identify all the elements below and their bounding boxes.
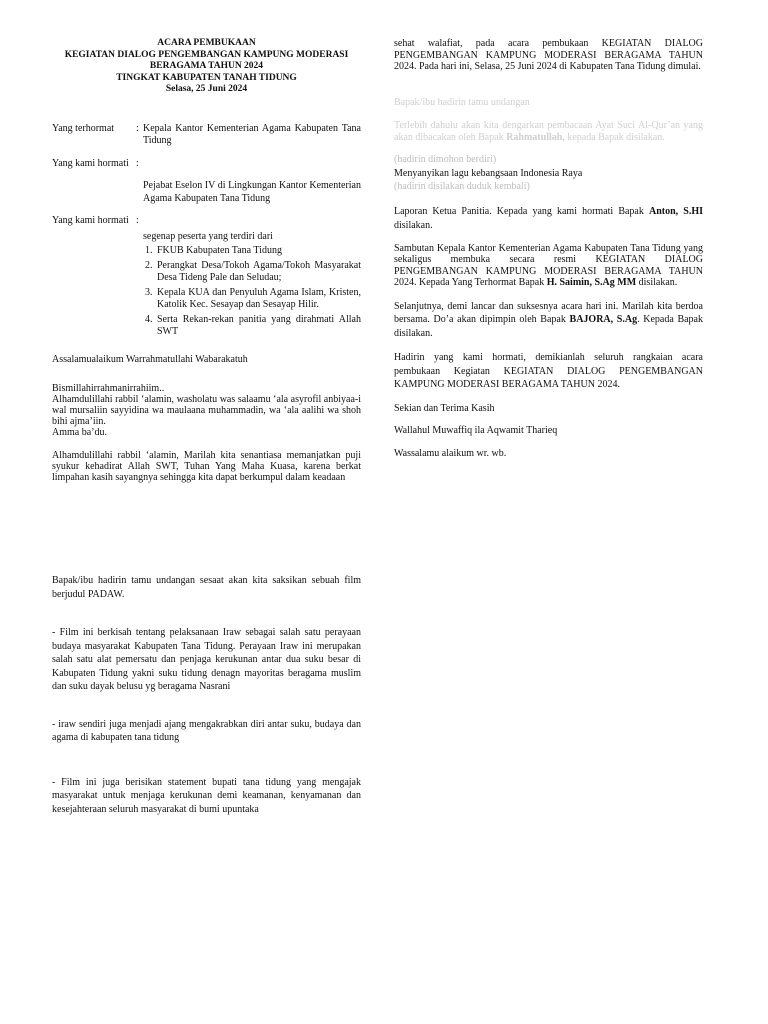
salutation-row: Yang kami hormati : [52,157,139,169]
header-date: Selasa, 25 Juni 2024 [165,84,248,94]
film-description-2: - iraw sendiri juga menjadi ajang mengakrabkan diri antar suku, budaya dan agama di kabupaten tana tidung [52,718,361,743]
list-item: 4. Serta Rekan-rekan panitia yang dirahmati Allah SWT [155,314,361,339]
thanks-line: Sekian dan Terima Kasih [394,402,495,414]
amma-badu: Amma ba’du. [52,427,107,438]
film-description-1: - Film ini berkisah tentang pelaksanaan Iraw sebagai salah satu perayaan budaya masyarakat Kabupaten Tana Tidung. Perayaan Iraw ini merupakan salah satu alat pemersatu dan penjaga kerukunan antar dua suku besar di Kabupaten Tidung yakni suku tidung denagn mayoritas beragama muslim dan suku dayak belusu yg beragama Nasrani [52,627,361,692]
film-description-3: - Film ini juga berisikan statement bupati tana tidung yang mengajak masyarakat untuk menjaga kerukunan demi keamanan, kenyamanan dan kesejahteraan seluruh masyarakat di bumi upuntaka [52,776,361,815]
salutation-label: Yang kami hormati [52,215,129,226]
participants-intro: segenap peserta yang terdiri dari [143,230,273,242]
closing-salam: Wassalamu alaikum wr. wb. [394,447,507,459]
film-intro: Bapak/ibu hadirin tamu undangan sesaat akan kita saksikan sebuah film berjudul PADAW. [52,575,361,600]
salutation-value: Pejabat Eselon IV di Lingkungan Kantor Kementerian Agama Kabupaten Tana Tidung [143,180,361,204]
closing-paragraph: Hadirin yang kami hormati, demikianlah seluruh rangkaian acara pembukaan Kegiatan KEGIATAN DIALOG PENGEMBANGAN KAMPUNG MODERASI BERAGAMA TAHUN 2024. [394,352,703,390]
list-item: 1. FKUB Kabupaten Tana Tidung [155,245,361,258]
chairman-name: Anton, S.HI [648,205,704,217]
header-year: BERAGAMA TAHUN 2024 [149,61,264,71]
quran-reader-name: Rahmatullah, [506,131,565,143]
salutation-row: Yang terhormat : Kepala Kantor Kementerian Agama Kabupaten Tana Tidung [52,122,361,146]
head-office-name: H. Saimin, S.Ag MM [546,277,637,288]
bismillah: Bismillahirrahmanirrahiim.. [52,383,165,394]
opening-speech: Sambutan Kepala Kantor Kementerian Agama Kabupaten Tana Tidung yang sekaligus membuka secara resmi KEGIATAN DIALOG PENGEMBANGAN KAMPUNG MODERASI BERAGAMA TAHUN 2024. Kepada Yang Terhormat Bapak H. Saimin, S.Ag MM disilakan. [394,242,703,288]
right-column [394,38,703,460]
salutation-value: Kepala Kantor Kementerian Agama Kabupaten Tana Tidung [143,122,361,146]
sit-note: (hadirin disilakan duduk kembali) [394,181,530,192]
left-column [52,38,361,816]
faint-greeting: Bapak/ibu hadirin tamu undangan [394,96,530,108]
header-title: ACARA PEMBUKAAN [157,38,256,48]
header-event: KEGIATAN DIALOG PENGEMBANGAN KAMPUNG MODERASI [64,49,349,60]
stand-note: (hadirin dimohon berdiri) [394,154,497,165]
prayer-leader-name: BAJORA, S.Ag [569,314,638,325]
salutation-row: Yang kami hormati : [52,215,139,226]
participants-list [143,245,361,339]
header-level: TINGKAT KABUPATEN TANAH TIDUNG [116,72,297,83]
committee-report: Laporan Ketua Panitia. Kepada yang kami hormati Bapak Anton, S.HI disilakan. [394,205,704,231]
participants-block [143,231,361,339]
prayer-paragraph: Selanjutnya, demi lancar dan suksesnya acara hari ini. Marilah kita berdoa bersama. Do’a akan dipimpin oleh Bapak BAJORA, S.Ag. Kepada Bapak disilakan. [394,300,703,339]
quran-reading: Terlebih dahulu akan kita dengarkan pembacaan Ayat Suci Al-Qur’an yang akan dibacakan oleh Bapak Rahmatullah, kepada Bapak disilakan. [394,120,703,143]
list-item: 3. Kepala KUA dan Penyuluh Agama Islam, Kristen, Katolik Kec. Sesayap dan Sesayap Hilir. [155,287,361,312]
document-header [52,38,361,96]
salutation-label: Yang kami hormati [52,157,129,169]
wallahul-line: Wallahul Muwaffiq ila Aqwamit Tharieq [394,425,558,436]
list-item: 2. Perangkat Desa/Tokoh Agama/Tokoh Masyarakat Desa Tideng Pale dan Seludau; [155,260,361,285]
opening-salam: Assalamualaikum Warrahmatullahi Wabarakatuh [52,353,248,365]
anthem-line: Menyanyikan lagu kebangsaan Indonesia Raya [394,167,583,179]
alhamdulillah-paragraph: Alhamdulillahi rabbil ‘alamin, washolatu was salaamu ‘ala asyrofil anbiyaa-i wal mursaliin sayyidina wa maulaana muhammadin, wa ‘ala aalihi wa shoh bihi ajma’iin. [52,394,361,427]
opening-continuation: sehat walafiat, pada acara pembukaan KEGIATAN DIALOG PENGEMBANGAN KAMPUNG MODERASI BERAGAMA TAHUN 2024. Pada hari ini, Selasa, 25 Juni 2024 di Kabupaten Tana Tidung dimulai. [394,38,703,72]
salutation-label: Yang terhormat [52,122,115,134]
gratitude-paragraph: Alhamdulillahi rabbil ‘alamin, Marilah kita senantiasa memanjatkan puji syukur kehadirat Allah SWT, Tuhan Yang Maha Kuasa, karena berkat limpahan kasih sayangnya sehingga kita dapat berkumpul dalam keadaan [52,450,361,483]
